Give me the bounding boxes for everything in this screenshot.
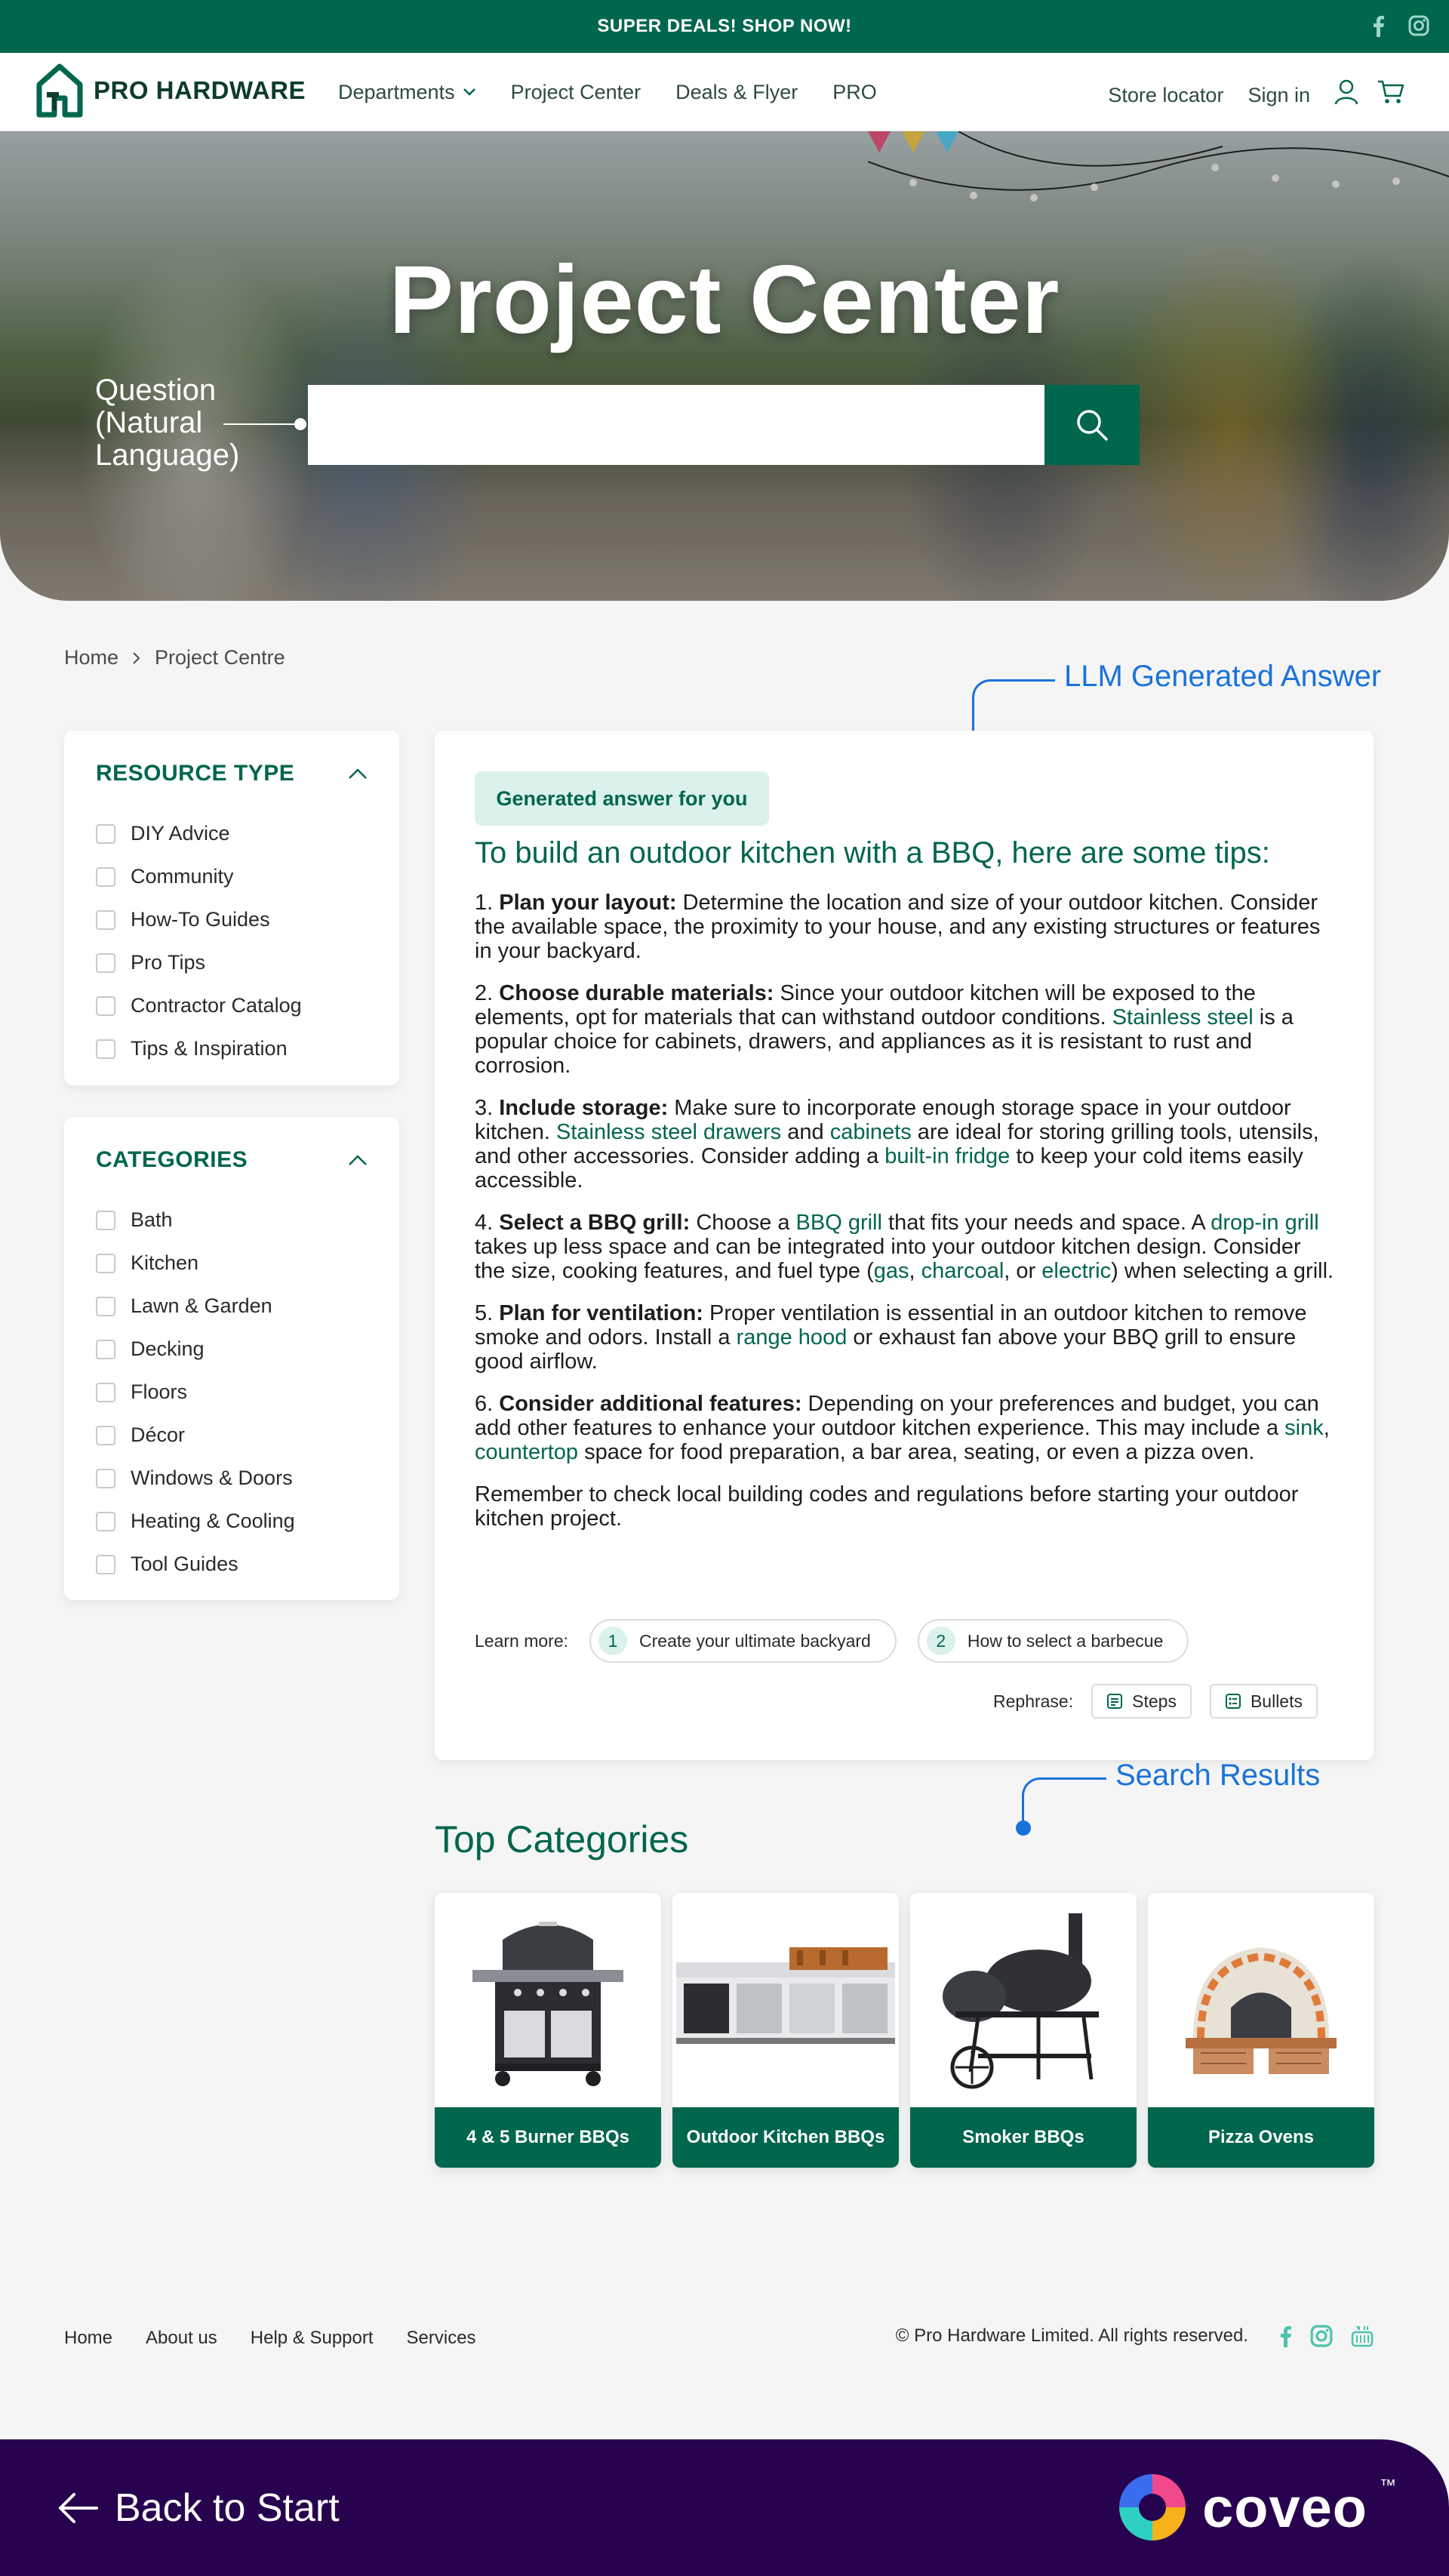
facebook-icon[interactable] — [1278, 2325, 1292, 2347]
rephrase-row — [993, 1684, 1318, 1719]
category-card[interactable] — [672, 1893, 899, 2168]
checkbox[interactable] — [96, 953, 115, 973]
store-locator-link[interactable]: Store locator — [1108, 83, 1224, 106]
rephrase-steps-label: Steps — [1132, 1691, 1177, 1711]
answer-tip — [475, 981, 1335, 1078]
answer-link[interactable]: built-in fridge — [884, 1144, 1011, 1168]
bbq-grill-image — [435, 1893, 661, 2107]
llm-answer-callout: LLM Generated Answer — [1064, 660, 1382, 693]
facet-option-label: Decking — [131, 1337, 205, 1360]
citation-number: 1 — [598, 1627, 627, 1655]
youtube-icon[interactable] — [1351, 2325, 1374, 2347]
citation-number: 2 — [927, 1627, 955, 1655]
facet-option-label: Bath — [131, 1208, 173, 1231]
answer-link[interactable]: BBQ grill — [795, 1211, 882, 1235]
chevron-up-icon[interactable] — [348, 1154, 368, 1166]
demo-bottom-bar — [0, 2439, 1449, 2576]
sign-in-link[interactable]: Sign in — [1247, 83, 1310, 106]
house-logo-icon — [36, 63, 83, 118]
tip-heading: Plan your layout: — [499, 891, 677, 915]
answer-link[interactable]: electric — [1041, 1259, 1112, 1283]
rephrase-label: Rephrase: — [993, 1691, 1074, 1711]
promo-text[interactable]: SUPER DEALS! SHOP NOW! — [597, 16, 852, 36]
search-input[interactable] — [308, 385, 1044, 465]
smoker-image — [910, 1893, 1137, 2107]
facet-option-label: Floors — [131, 1380, 188, 1403]
tip-text: Since your outdoor kitchen will be exposed to the elements, opt for materials that can withstand outdoor conditions. — [475, 981, 1256, 1029]
answer-tip — [475, 1211, 1335, 1283]
bullets-icon — [1225, 1693, 1241, 1710]
facet-option[interactable] — [96, 984, 302, 1027]
chevron-up-icon[interactable] — [348, 768, 368, 780]
tip-text: ) when selecting a grill. — [1111, 1259, 1334, 1283]
cart-icon[interactable] — [1377, 79, 1405, 105]
facet-option-label: Heating & Cooling — [131, 1510, 295, 1532]
facet-option-label: Tool Guides — [131, 1553, 238, 1575]
instagram-icon[interactable] — [1407, 14, 1431, 38]
chevron-down-icon — [463, 88, 476, 97]
category-card[interactable] — [910, 1893, 1137, 2168]
answer-tip — [475, 891, 1335, 963]
brand-logo[interactable] — [36, 63, 306, 118]
checkbox[interactable] — [96, 996, 115, 1016]
tip-text: takes up less space and can be integrated into your outdoor kitchen design. Consider the size, cooking features, and fuel type ( — [475, 1235, 1301, 1283]
facet-option[interactable] — [96, 1242, 295, 1285]
checkbox[interactable] — [96, 1211, 115, 1230]
facet-option-label: Lawn & Garden — [131, 1294, 272, 1317]
rephrase-steps-button[interactable] — [1091, 1684, 1192, 1719]
outdoor-kitchen-image — [672, 1893, 899, 2107]
category-card[interactable] — [435, 1893, 661, 2168]
checkbox[interactable] — [96, 1383, 115, 1402]
tip-text: Depending on your preferences and budget, you can add other features to enhance your outdoor kitchen experience. This may include a — [475, 1392, 1319, 1440]
tip-text: and — [781, 1120, 830, 1144]
header-utilities — [1108, 53, 1405, 131]
chevron-right-icon — [132, 651, 141, 665]
question-label: Question (Natural Language) — [95, 374, 240, 472]
tip-heading: Choose durable materials: — [499, 981, 774, 1005]
footer-about-link[interactable]: About us — [146, 2328, 217, 2348]
steps-icon — [1106, 1693, 1123, 1710]
facet-title: RESOURCE TYPE — [96, 761, 295, 786]
footer-home-link[interactable]: Home — [64, 2328, 113, 2348]
search-icon — [1075, 408, 1109, 442]
citation-label: Create your ultimate backyard — [639, 1630, 871, 1651]
generated-answer-badge: Generated answer for you — [475, 771, 769, 826]
facet-categories — [64, 1117, 399, 1600]
tip-heading: Select a BBQ grill: — [499, 1211, 691, 1235]
facet-option[interactable] — [96, 1328, 295, 1371]
facet-option[interactable] — [96, 1543, 295, 1586]
site-header — [0, 53, 1449, 131]
coveo-wordmark: coveo — [1202, 2476, 1367, 2539]
category-label: Outdoor Kitchen BBQs — [672, 2107, 899, 2168]
facet-option[interactable] — [96, 1414, 295, 1457]
answer-title: To build an outdoor kitchen with a BBQ, here are some tips: — [475, 836, 1270, 869]
checkbox[interactable] — [96, 1297, 115, 1316]
search-results-callout: Search Results — [1115, 1759, 1321, 1792]
top-categories-title: Top Categories — [435, 1818, 689, 1860]
facebook-icon[interactable] — [1366, 14, 1390, 38]
instagram-icon[interactable] — [1310, 2325, 1333, 2347]
answer-link[interactable]: cabinets — [829, 1120, 912, 1144]
hero-banner — [0, 131, 1449, 601]
answer-closing: Remember to check local building codes and regulations before starting your outdoor kitchen project. — [475, 1482, 1299, 1531]
breadcrumb — [64, 646, 285, 669]
nav-pro[interactable]: PRO — [832, 80, 877, 103]
answer-link[interactable]: countertop — [475, 1440, 579, 1464]
brand-name: PRO HARDWARE — [94, 76, 306, 104]
tip-text: , or — [1004, 1259, 1042, 1283]
facet-resource-type — [64, 731, 399, 1085]
facet-option[interactable] — [96, 1199, 295, 1242]
tip-text: to keep your cold items easily accessible. — [475, 1144, 1303, 1193]
tip-number: 3. — [475, 1096, 494, 1120]
tip-number: 6. — [475, 1392, 494, 1416]
footer-right — [896, 2325, 1374, 2347]
nav-project-center[interactable]: Project Center — [510, 80, 641, 103]
tip-text: , — [909, 1259, 921, 1283]
facet-title: CATEGORIES — [96, 1147, 248, 1172]
question-connector-dot — [294, 418, 306, 430]
answer-body — [475, 891, 1335, 1549]
tip-number: 4. — [475, 1211, 494, 1235]
arrow-left-icon — [56, 2491, 98, 2525]
nav-deals-flyer[interactable]: Deals & Flyer — [675, 80, 798, 103]
checkbox[interactable] — [96, 1039, 115, 1059]
facet-option-label: DIY Advice — [131, 822, 230, 845]
checkbox[interactable] — [96, 867, 115, 887]
checkbox[interactable] — [96, 1555, 115, 1574]
promo-social — [1366, 14, 1431, 38]
facet-option[interactable] — [96, 1027, 302, 1070]
tip-text: Choose a — [690, 1211, 796, 1235]
back-to-start-label: Back to Start — [115, 2485, 340, 2530]
pizza-oven-image — [1148, 1893, 1374, 2107]
facet-option[interactable] — [96, 941, 302, 984]
tip-number: 5. — [475, 1301, 494, 1325]
facet-option-label: How-To Guides — [131, 908, 270, 931]
checkbox[interactable] — [96, 824, 115, 844]
checkbox[interactable] — [96, 910, 115, 930]
footer-help-link[interactable]: Help & Support — [250, 2328, 374, 2348]
answer-link[interactable]: range hood — [736, 1325, 848, 1350]
main-nav — [338, 53, 877, 131]
facet-option[interactable] — [96, 1285, 295, 1328]
tip-text: are ideal for storing grilling tools, utensils, and other accessories. Consider adding a — [475, 1120, 1319, 1168]
answer-link[interactable]: Stainless steel — [1112, 1005, 1254, 1029]
promo-bar — [0, 0, 1449, 53]
facet-option[interactable] — [96, 1457, 295, 1500]
tip-text: or exhaust fan above your BBQ grill to ensure good airflow. — [475, 1325, 1297, 1374]
hero-shade — [0, 131, 1449, 601]
results-callout-dot — [1016, 1820, 1031, 1836]
answer-link[interactable]: drop-in grill — [1211, 1211, 1319, 1235]
tip-heading: Consider additional features: — [499, 1392, 802, 1416]
facet-option-label: Windows & Doors — [131, 1467, 293, 1489]
footer-services-link[interactable]: Services — [406, 2328, 476, 2348]
nav-departments[interactable] — [338, 81, 476, 104]
search-button[interactable] — [1044, 385, 1140, 465]
facet-option-label: Pro Tips — [131, 951, 206, 974]
facet-option[interactable] — [96, 898, 302, 941]
checkbox[interactable] — [96, 1254, 115, 1273]
facet-option-label: Tips & Inspiration — [131, 1037, 288, 1060]
checkbox[interactable] — [96, 1469, 115, 1488]
generated-answer-card — [435, 731, 1374, 1760]
facet-option-label: Kitchen — [131, 1251, 199, 1274]
breadcrumb-home[interactable]: Home — [64, 646, 119, 669]
answer-link[interactable]: sink — [1284, 1416, 1324, 1440]
nav-departments-label: Departments — [338, 80, 455, 103]
checkbox[interactable] — [96, 1512, 115, 1531]
answer-tip — [475, 1096, 1335, 1193]
rephrase-bullets-button[interactable] — [1210, 1684, 1318, 1719]
tip-number: 2. — [475, 981, 494, 1005]
tip-text: is a popular choice for cabinets, drawers, and appliances as it is resistant to rust and corrosion. — [475, 1005, 1294, 1078]
question-connector-line — [223, 423, 299, 425]
citation-label: How to select a barbecue — [967, 1630, 1164, 1651]
facet-option-label: Décor — [131, 1423, 186, 1446]
category-label: Pizza Ovens — [1148, 2107, 1374, 2168]
answer-link[interactable]: charcoal — [921, 1259, 1004, 1283]
learn-more-row — [475, 1619, 1189, 1663]
tip-text: that fits your needs and space. A — [881, 1211, 1211, 1235]
facet-option[interactable] — [96, 1371, 295, 1414]
user-icon[interactable] — [1334, 79, 1358, 105]
checkbox[interactable] — [96, 1426, 115, 1445]
answer-link[interactable]: gas — [873, 1259, 909, 1283]
checkbox[interactable] — [96, 1340, 115, 1359]
coveo-logo — [1115, 2470, 1396, 2545]
source-citation[interactable] — [589, 1619, 897, 1663]
source-citation[interactable] — [918, 1619, 1189, 1663]
page-title: Project Center — [389, 246, 1060, 354]
answer-tip — [475, 1392, 1335, 1464]
coveo-mark-icon — [1115, 2470, 1190, 2545]
results-callout-line — [1022, 1777, 1106, 1827]
category-card[interactable] — [1148, 1893, 1374, 2168]
answer-tip — [475, 1301, 1335, 1374]
back-to-start-button[interactable] — [56, 2439, 340, 2576]
copyright-text: © Pro Hardware Limited. All rights reserved. — [895, 2325, 1248, 2346]
answer-link[interactable]: Stainless steel drawers — [556, 1120, 782, 1144]
facet-option[interactable] — [96, 855, 302, 898]
learn-more-label: Learn more: — [475, 1630, 569, 1651]
category-label: 4 & 5 Burner BBQs — [435, 2107, 661, 2168]
tip-text: , — [1323, 1416, 1330, 1440]
breadcrumb-current: Project Centre — [155, 646, 285, 669]
tip-number: 1. — [475, 891, 494, 915]
tip-text: Make sure to incorporate enough storage space in your outdoor kitchen. — [475, 1096, 1291, 1144]
tip-heading: Plan for ventilation: — [499, 1301, 703, 1325]
tip-text: space for food preparation, a bar area, seating, or even a pizza oven. — [578, 1440, 1255, 1464]
facet-option-label: Community — [131, 865, 234, 888]
rephrase-bullets-label: Bullets — [1250, 1691, 1303, 1711]
coveo-trademark: ™ — [1380, 2476, 1396, 2494]
tip-text: Determine the location and size of your outdoor kitchen. Consider the available space, the proximity to your house, and any existing structures or features in your backyard. — [475, 891, 1321, 963]
tip-heading: Include storage: — [499, 1096, 669, 1120]
facet-option[interactable] — [96, 812, 302, 855]
facet-option-label: Contractor Catalog — [131, 994, 302, 1017]
facet-option[interactable] — [96, 1500, 295, 1543]
footer-links — [64, 2328, 476, 2349]
category-label: Smoker BBQs — [910, 2107, 1137, 2168]
tip-text: Proper ventilation is essential in an outdoor kitchen to remove smoke and odors. Install a — [475, 1301, 1307, 1350]
